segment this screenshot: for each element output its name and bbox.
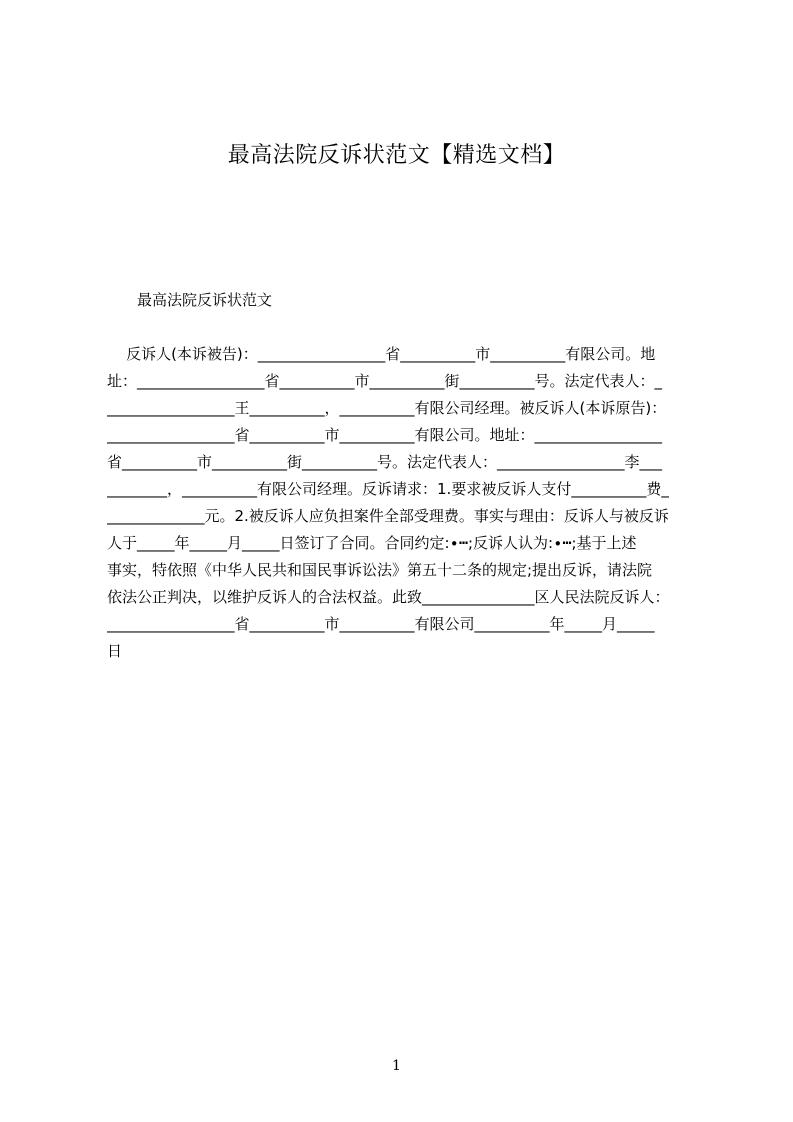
body-line: 址：_________________省__________市__________街__________号。法定代表人：_ — [107, 372, 663, 390]
body-line: 日 — [107, 642, 123, 660]
body-line: 事实，特依照《中华人民共和国民事诉讼法》第五十二条的规定;提出反诉，请法院 — [107, 561, 653, 579]
body-line: _____________元。2.被反诉人应负担案件全部受理费。事实与理由：反诉人与被反诉 — [107, 507, 669, 525]
body-line: 人于_____年_____月_____日签订了合同。合同约定:∙┅;反诉人认为:∙┅;基于上述 — [107, 534, 637, 552]
body-line: 依法公正判决，以维护反诉人的合法权益。此致_______________区人民法院反诉人： — [107, 588, 670, 606]
body-line: _________________省__________市__________有限公司__________年_____月_____ — [107, 615, 655, 633]
page-title: 最高法院反诉状范文【精选文档】 — [227, 143, 566, 168]
document-subtitle: 最高法院反诉状范文 — [137, 291, 273, 309]
body-line: _________________省__________市__________有限公司。地址：_________________ — [107, 426, 663, 444]
body-line: 反诉人(本诉被告)：_________________省__________市__________有限公司。地 — [107, 345, 656, 363]
body-line: _________________王__________，__________有限公司经理。被反诉人(本诉原告)： — [107, 399, 667, 417]
page-number: 1 — [392, 1058, 401, 1074]
body-line: 省__________市__________街__________号。法定代表人：_________________李___ — [107, 453, 663, 471]
body-line: ________，__________有限公司经理。反诉请求：1.要求被反诉人支付__________费_ — [107, 480, 669, 498]
